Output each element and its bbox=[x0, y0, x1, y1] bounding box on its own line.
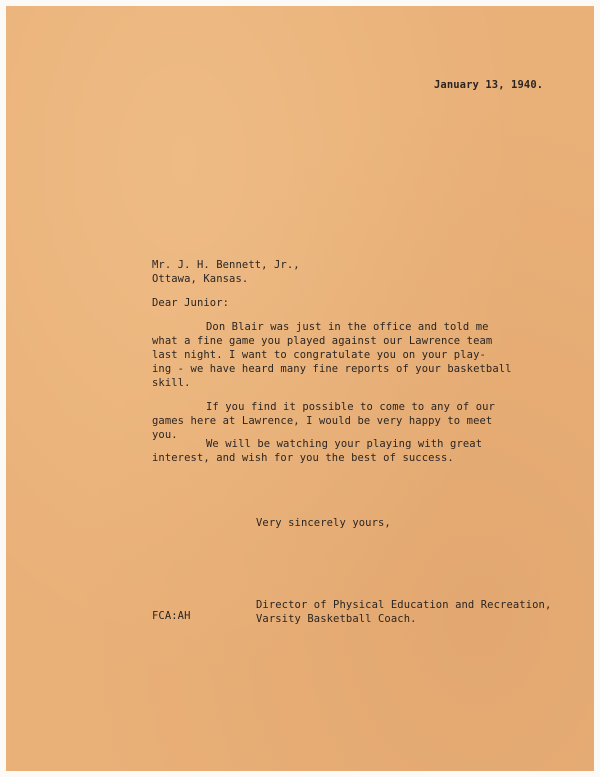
paragraph-2-line-2: games here at Lawrence, I would be very happy to meet bbox=[152, 415, 493, 427]
paragraph-3-line-1: We will be watching your playing with great bbox=[206, 438, 483, 450]
paragraph-1-line-5: skill. bbox=[152, 377, 191, 389]
signature-title-line-2: Varsity Basketball Coach. bbox=[256, 613, 417, 625]
recipient-name: Mr. J. H. Bennett, Jr., bbox=[152, 259, 300, 271]
recipient-city: Ottawa, Kansas. bbox=[152, 273, 249, 285]
complimentary-closing: Very sincerely yours, bbox=[256, 517, 391, 529]
paragraph-2-line-1: If you find it possible to come to any of our bbox=[206, 401, 495, 413]
letter-date: January 13, 1940. bbox=[434, 79, 544, 91]
paragraph-1-line-3: last night. I want to congratulate you on your play- bbox=[152, 349, 486, 361]
letter-page bbox=[6, 6, 594, 771]
reference-initials: FCA:AH bbox=[152, 610, 191, 622]
paragraph-2-line-3: you. bbox=[152, 429, 178, 441]
paragraph-1-line-4: ing - we have heard many fine reports of your basketball bbox=[152, 363, 512, 375]
salutation: Dear Junior: bbox=[152, 297, 230, 309]
paragraph-3-line-2: interest, and wish for you the best of success. bbox=[152, 452, 454, 464]
paragraph-1-line-2: what a fine game you played against our Lawrence team bbox=[152, 335, 493, 347]
paragraph-1-line-1: Don Blair was just in the office and told me bbox=[206, 321, 489, 333]
signature-title-line-1: Director of Physical Education and Recreation, bbox=[256, 599, 552, 611]
